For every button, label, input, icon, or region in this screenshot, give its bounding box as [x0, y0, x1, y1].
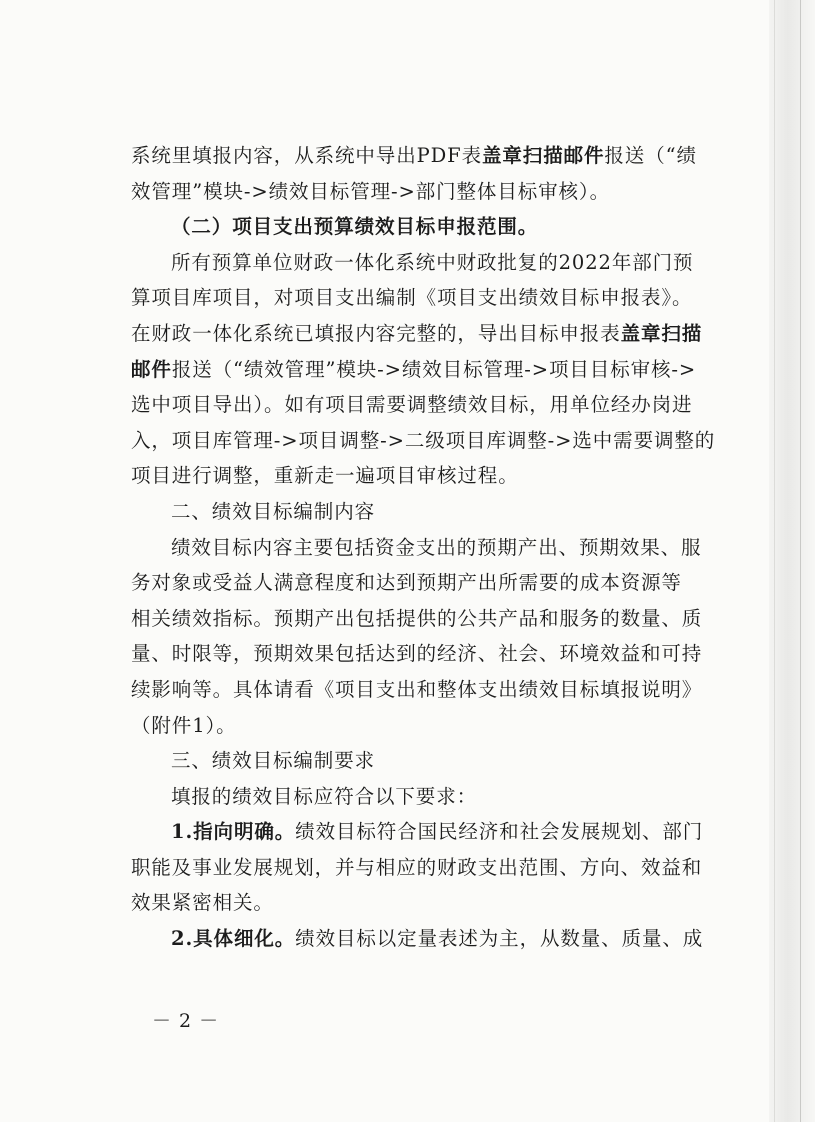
paragraph-5	[131, 814, 721, 921]
text-run: 绩效目标内容主要包括资金支出的预期产出、预期效果、服	[171, 535, 702, 559]
text-line	[131, 138, 721, 174]
text-run: 报送（“绩效管理”模块->绩效目标管理->项目目标审核->	[171, 357, 697, 381]
text-line	[131, 921, 721, 957]
text-run: 绩效目标符合国民经济和社会发展规划、部门	[295, 820, 704, 844]
text-line	[131, 885, 721, 921]
text-line	[131, 209, 721, 245]
text-run: 绩效目标以定量表述为主，从数量、质量、成	[295, 927, 704, 951]
text-line	[131, 352, 721, 388]
bold-text: 2.具体细化。	[171, 927, 296, 951]
text-run: 所有预算单位财政一体化系统中财政批复的2022年部门预	[171, 250, 694, 274]
text-line	[131, 636, 721, 672]
paragraph-2	[131, 245, 721, 494]
paragraph-6	[131, 921, 721, 957]
text-run: 在财政一体化系统已填报内容完整的，导出目标申报表	[131, 321, 621, 345]
section-heading-2	[131, 494, 721, 530]
text-run: 系统里填报内容，从系统中导出PDF表	[131, 144, 482, 167]
text-line	[131, 174, 721, 210]
text-line	[131, 494, 721, 530]
text-run: 入，项目库管理->项目调整->二级项目库调整->选中需要调整的	[131, 428, 716, 452]
text-run: 三、绩效目标编制要求	[171, 749, 376, 773]
document-page	[131, 138, 721, 957]
text-line	[131, 458, 721, 494]
text-run: 算项目库项目，对项目支出编制《项目支出绩效目标申报表》。	[131, 286, 693, 310]
bold-text: 1.指向明确。	[171, 820, 296, 844]
paragraph-1	[131, 138, 721, 209]
text-line	[131, 423, 721, 459]
section-heading-3	[131, 743, 721, 779]
text-line	[131, 779, 721, 815]
text-run: 填报的绩效目标应符合以下要求：	[171, 784, 478, 808]
bold-text: （二）项目支出预算绩效目标申报范围。	[171, 215, 539, 239]
text-run: 相关绩效指标。预期产出包括提供的公共产品和服务的数量、质	[131, 606, 703, 630]
text-line	[131, 850, 721, 886]
text-line	[131, 387, 721, 423]
text-run: 效果紧密相关。	[131, 891, 274, 915]
text-run: 职能及事业发展规划，并与相应的财政支出范围、方向、效益和	[131, 855, 703, 879]
text-run: 报送（“绩	[604, 144, 697, 167]
text-line	[131, 814, 721, 850]
text-run: 项目进行调整，重新走一遍项目审核过程。	[131, 464, 519, 488]
scan-line-inner	[774, 0, 775, 1122]
scan-line	[800, 0, 801, 1122]
text-line	[131, 280, 721, 316]
text-run: 务对象或受益人满意程度和达到预期产出所需要的成本资源等	[131, 571, 682, 595]
text-line	[131, 565, 721, 601]
text-line	[131, 743, 721, 779]
text-run: 续影响等。具体请看《项目支出和整体支出绩效目标填报说明》	[131, 677, 703, 701]
paragraph-3	[131, 530, 721, 744]
text-run: 选中项目导出）。如有项目需要调整绩效目标，用单位经办岗进	[131, 393, 693, 417]
bold-text: 盖章扫描	[620, 321, 703, 345]
text-line	[131, 530, 721, 566]
bold-text: 邮件	[131, 357, 172, 381]
text-line	[131, 245, 721, 281]
text-line	[131, 672, 721, 708]
bold-text: 盖章扫描邮件	[482, 144, 605, 167]
paragraph-4	[131, 779, 721, 815]
text-run: 量、时限等，预期效果包括达到的经济、社会、环境效益和可持	[131, 642, 703, 666]
text-run: 效管理”模块->绩效目标管理->部门整体目标审核）。	[131, 179, 610, 203]
text-line	[131, 708, 721, 744]
text-line	[131, 601, 721, 637]
page-number: － 2 －	[152, 1010, 220, 1032]
text-line	[131, 316, 721, 352]
scan-edge	[769, 0, 815, 1122]
text-run: （附件1）。	[131, 713, 237, 737]
subheading-2	[131, 209, 721, 245]
text-run: 二、绩效目标编制内容	[171, 499, 376, 523]
